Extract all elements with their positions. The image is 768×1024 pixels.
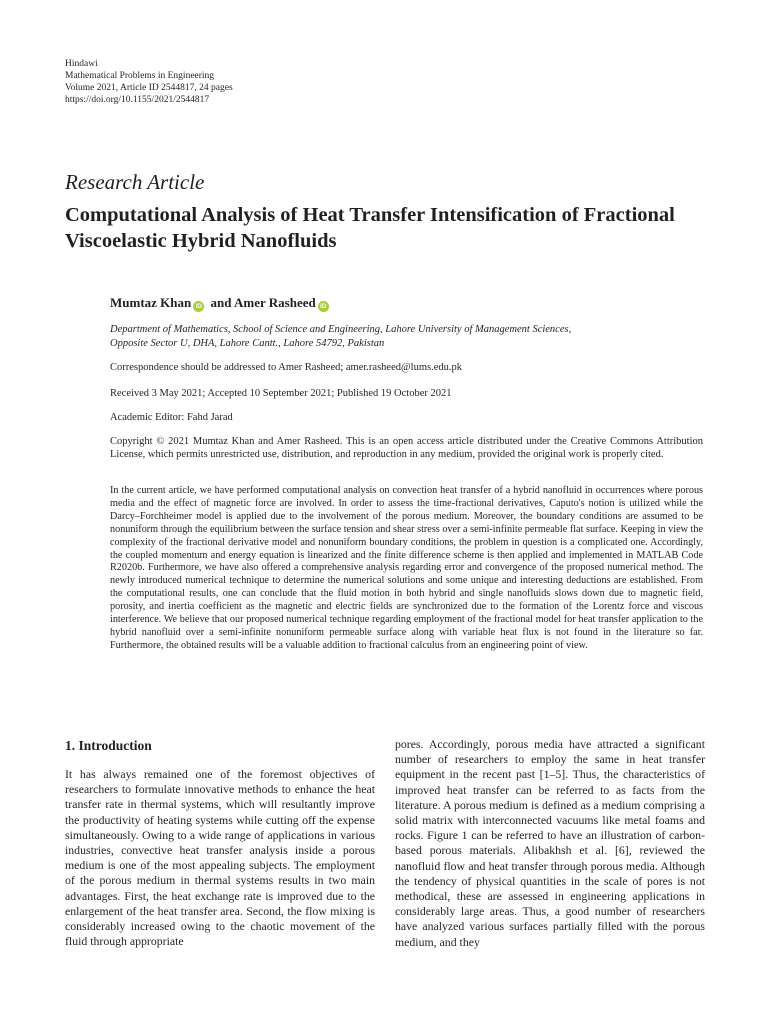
affiliation-line: Opposite Sector U, DHA, Lahore Cantt., Lahore 54792, Pakistan <box>110 338 385 349</box>
journal-info <box>65 58 233 106</box>
doi-link[interactable]: https://doi.org/10.1155/2021/2544817 <box>65 95 210 105</box>
affiliation <box>110 323 710 351</box>
orcid-icon[interactable]: iD <box>318 301 329 312</box>
section-heading: 1. Introduction <box>65 738 152 753</box>
orcid-icon[interactable]: iD <box>193 301 204 312</box>
author-name: Amer Rasheed <box>234 295 316 310</box>
body-text-right-column: pores. Accordingly, porous media have attracted a significant number of researchers to employ the same in heat transfer equipment in the recent past [1–5]. Thus, the characteristics of improved heat transfer can be referred to as facts from the literature. A porous medium is defined as a medium comprising a solid matrix with interconnected vacuums like metal foams and rocks. Figure 1 can be referred to have an illustration of carbon-based porous materials. Alibakhsh et al. [6], reviewed the nanofluid flow and heat transfer through porous media. Although the tendency of physical quantities in the scale of pores is not methodical, these are assessed in engineering applications in considerably large areas. Thus, a good number of researchers have analyzed various surfaces partially filled with the porous medium, and they <box>395 737 705 949</box>
abstract: In the current article, we have performed computational analysis on convection heat transfer of a hybrid nanofluid in occurrences where porous media and the effect of magnetic force are involved. In order to assess the time-fractional derivatives, Caputo's notion is utilized while the Darcy–Forchheimer model is applied due to the involvement of the porous medium. Moreover, the boundary conditions are assumed to be nonuniform through the equilibrium between the surface tension and shear stress over a semi-infinite permeable flat surface. Keeping in view the complexity of the fractional derivative model and nonuniform boundary conditions, the problem in question is a complicated one. Accordingly, the coupled momentum and energy equation is linearized and the finite difference scheme is then applied and implemented in MATLAB Code R2020b. Furthermore, we have also offered a comprehensive analysis regarding error and convergence of the proposed numerical method. The newly introduced numerical technique to determine the numerical solutions and some unique and interesting deductions are established. From the computational results, one can conclude that the fluid motion in both hybrid and single nanofluids slows down due to magnetic field, porosity, and inertia coefficient as the magnetic and electric fields are synchronized due to the formation of the Lorentz force and viscous interference. We believe that our proposed numerical technique regarding employment of the fractional model for heat transfer application to the hybrid nanofluid over a semi-infinite nonuniform permeable surface along with variable heat flux is not found in the literature so far. Furthermore, the obtained results will be a valuable addition to fractional calculus from an engineering point of view. <box>110 485 703 651</box>
journal-name: Mathematical Problems in Engineering <box>65 71 215 81</box>
affiliation-line: Department of Mathematics, School of Science and Engineering, Lahore University of Management Sciences, <box>110 324 572 335</box>
author-connector: and <box>210 295 232 310</box>
correspondence: Correspondence should be addressed to Amer Rasheed; amer.rasheed@lums.edu.pk <box>110 362 462 373</box>
author-name: Mumtaz Khan <box>110 295 192 310</box>
body-text-left-column: It has always remained one of the foremost objectives of researchers to formulate innovative methods to enhance the heat transfer rate in thermal systems, which will resultantly improve the productivity of heating systems while cutting off the expense simultaneously. Owing to a wide range of applications in various industries, convective heat transfer analysis inside a porous medium is one of the most appealing subjects. The employment of the porous medium in thermal systems results in two main advantages. First, the heat exchange rate is improved due to the enlargement of the heat transfer area. Second, the flow mixing is considerably increased owing to the chaotic movement of the fluid through appropriate <box>65 767 375 949</box>
publication-dates: Received 3 May 2021; Accepted 10 September 2021; Published 19 October 2021 <box>110 388 452 399</box>
academic-editor: Academic Editor: Fahd Jarad <box>110 412 233 423</box>
volume-info: Volume 2021, Article ID 2544817, 24 pages <box>65 83 233 93</box>
article-type: Research Article <box>65 170 205 194</box>
author-list <box>110 295 332 312</box>
publisher-name: Hindawi <box>65 59 98 69</box>
article-title: Computational Analysis of Heat Transfer Intensification of Fractional Viscoelastic Hybrid Nanofluids <box>65 204 675 252</box>
copyright-notice: Copyright © 2021 Mumtaz Khan and Amer Rasheed. This is an open access article distributed under the Creative Commons Attribution License, which permits unrestricted use, distribution, and reproduction in any medium, provided the original work is properly cited. <box>110 436 703 460</box>
